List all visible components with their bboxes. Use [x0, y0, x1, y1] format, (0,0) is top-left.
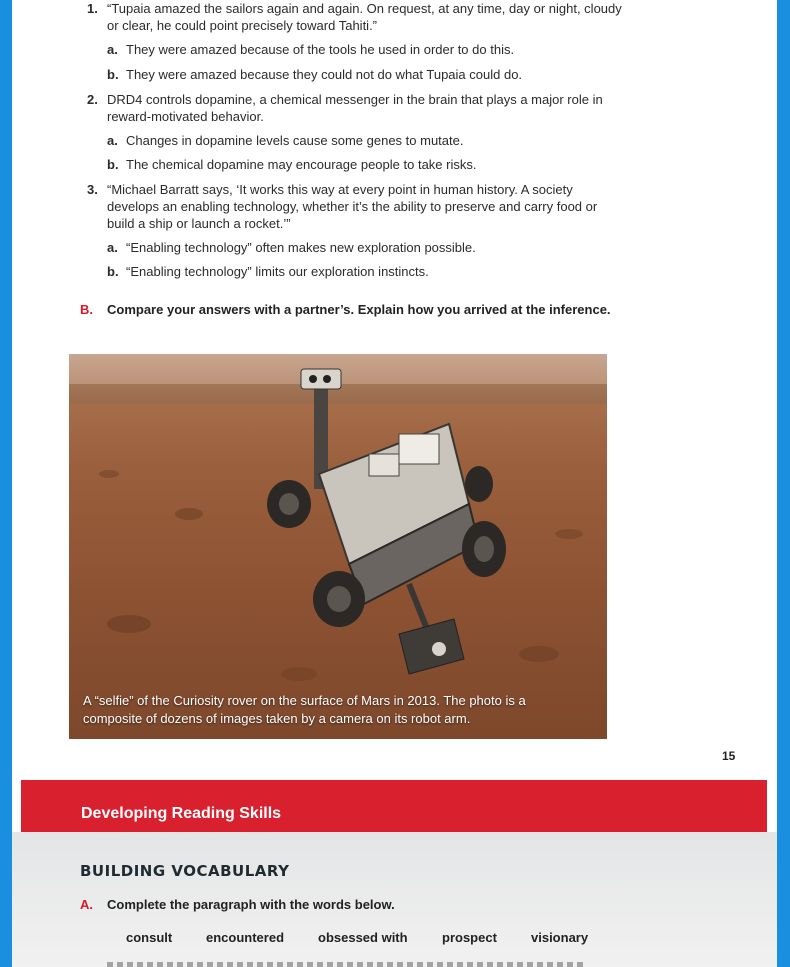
question-1	[87, 0, 627, 34]
word-bank-item: encountered	[206, 930, 285, 945]
word-bank-item: obsessed with	[318, 930, 408, 945]
section-letter: A.	[80, 897, 93, 912]
option-text: “Enabling technology” limits our exploration instincts.	[126, 264, 429, 279]
word-bank-item: consult	[126, 930, 173, 945]
question-2-option-b	[107, 156, 626, 173]
option-text: Changes in dopamine levels cause some genes to mutate.	[126, 133, 464, 148]
mars-rover-photo	[69, 354, 607, 739]
option-text: They were amazed because they could not do what Tupaia could do.	[126, 67, 523, 82]
option-text: They were amazed because of the tools he used in order to do this.	[126, 42, 515, 57]
section-a-instruction	[80, 897, 395, 912]
section-banner	[21, 780, 767, 832]
section-b-instruction	[80, 302, 611, 317]
banner-title: Developing Reading Skills	[81, 805, 282, 822]
option-letter: b.	[107, 67, 119, 82]
question-number: 2.	[87, 92, 98, 107]
question-text: “Tupaia amazed the sailors again and again. On request, at any time, day or night, cloudy or clear, he could point precisely toward Tahiti.”	[107, 1, 622, 33]
textbook-page	[12, 0, 777, 967]
section-letter: B.	[80, 302, 93, 317]
section-text: Compare your answers with a partner’s. Explain how you arrived at the inference.	[107, 302, 611, 317]
option-letter: b.	[107, 264, 119, 279]
option-letter: a.	[107, 133, 118, 148]
option-letter: a.	[107, 240, 118, 255]
question-2	[87, 91, 627, 125]
question-3	[87, 181, 627, 232]
question-1-option-a	[107, 41, 626, 58]
rover-illustration	[69, 354, 607, 739]
word-bank-item: visionary	[531, 930, 589, 945]
option-letter: a.	[107, 42, 118, 57]
question-number: 1.	[87, 1, 98, 16]
photo-caption: A “selfie” of the Curiosity rover on the surface of Mars in 2013. The photo is a composite of dozens of images taken by a camera on its robot arm.	[83, 693, 526, 726]
question-3-option-a	[107, 239, 626, 256]
partial-paragraph-line	[107, 962, 587, 967]
question-3-option-b	[107, 263, 626, 280]
question-2-option-a	[107, 132, 626, 149]
question-1-option-b	[107, 66, 626, 83]
question-text: DRD4 controls dopamine, a chemical messenger in the brain that plays a major role in reward-motivated behavior.	[107, 92, 603, 124]
question-text: “Michael Barratt says, ‘It works this way at every point in human history. A society develops an enabling technology, whether it’s the ability to preserve and carry food or build a ship or launch a rocket.’”	[107, 182, 598, 231]
option-text: “Enabling technology” often makes new exploration possible.	[126, 240, 476, 255]
option-text: The chemical dopamine may encourage people to take risks.	[126, 157, 477, 172]
vocabulary-heading: BUILDING VOCABULARY	[80, 862, 290, 880]
word-bank-item: prospect	[442, 930, 497, 945]
page-number: 15	[722, 749, 736, 763]
section-text: Complete the paragraph with the words below.	[107, 897, 395, 912]
question-number: 3.	[87, 182, 98, 197]
option-letter: b.	[107, 157, 119, 172]
